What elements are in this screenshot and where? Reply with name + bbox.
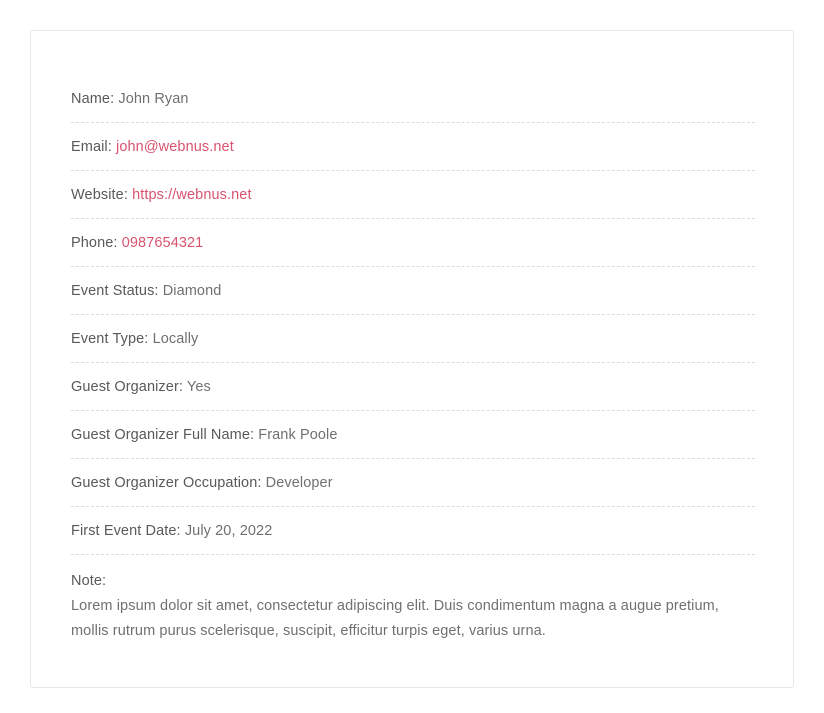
- field-row-website: [71, 171, 755, 219]
- field-label: Website:: [71, 187, 128, 203]
- field-row-first-event-date: [71, 507, 755, 555]
- field-row-event-status: [71, 267, 755, 315]
- field-label: Guest Organizer Occupation:: [71, 475, 262, 491]
- field-list: [71, 76, 755, 644]
- field-label: Email:: [71, 139, 112, 155]
- field-value: Locally: [152, 331, 199, 347]
- field-label: Name:: [71, 91, 115, 107]
- field-row-name: [71, 76, 755, 123]
- field-label: First Event Date:: [71, 523, 181, 539]
- field-value: July 20, 2022: [184, 523, 273, 539]
- field-label: Phone:: [71, 235, 118, 251]
- field-row-phone: [71, 219, 755, 267]
- field-value: John Ryan: [118, 91, 189, 107]
- field-value: Yes: [186, 379, 211, 395]
- email-link[interactable]: john@webnus.net: [116, 139, 234, 155]
- note-block: [71, 555, 755, 644]
- field-label: Guest Organizer:: [71, 379, 184, 395]
- field-row-guest-organizer: [71, 363, 755, 411]
- website-link[interactable]: https://webnus.net: [132, 187, 252, 203]
- field-row-guest-organizer-full-name: [71, 411, 755, 459]
- field-row-event-type: [71, 315, 755, 363]
- note-text: Lorem ipsum dolor sit amet, consectetur adipiscing elit. Duis condimentum magna a augue pretium, mollis rutrum purus scelerisque, suscipit, efficitur turpis eget, varius urna.: [71, 598, 719, 639]
- field-value: Frank Poole: [258, 427, 338, 443]
- note-label: Note:: [71, 573, 107, 589]
- field-row-guest-organizer-occupation: [71, 459, 755, 507]
- field-row-email: [71, 123, 755, 171]
- field-label: Event Type:: [71, 331, 149, 347]
- phone-link[interactable]: 0987654321: [121, 235, 204, 251]
- field-label: Guest Organizer Full Name:: [71, 427, 255, 443]
- field-value: Developer: [265, 475, 333, 491]
- details-card: [30, 30, 794, 688]
- field-label: Event Status:: [71, 283, 159, 299]
- field-value: Diamond: [162, 283, 222, 299]
